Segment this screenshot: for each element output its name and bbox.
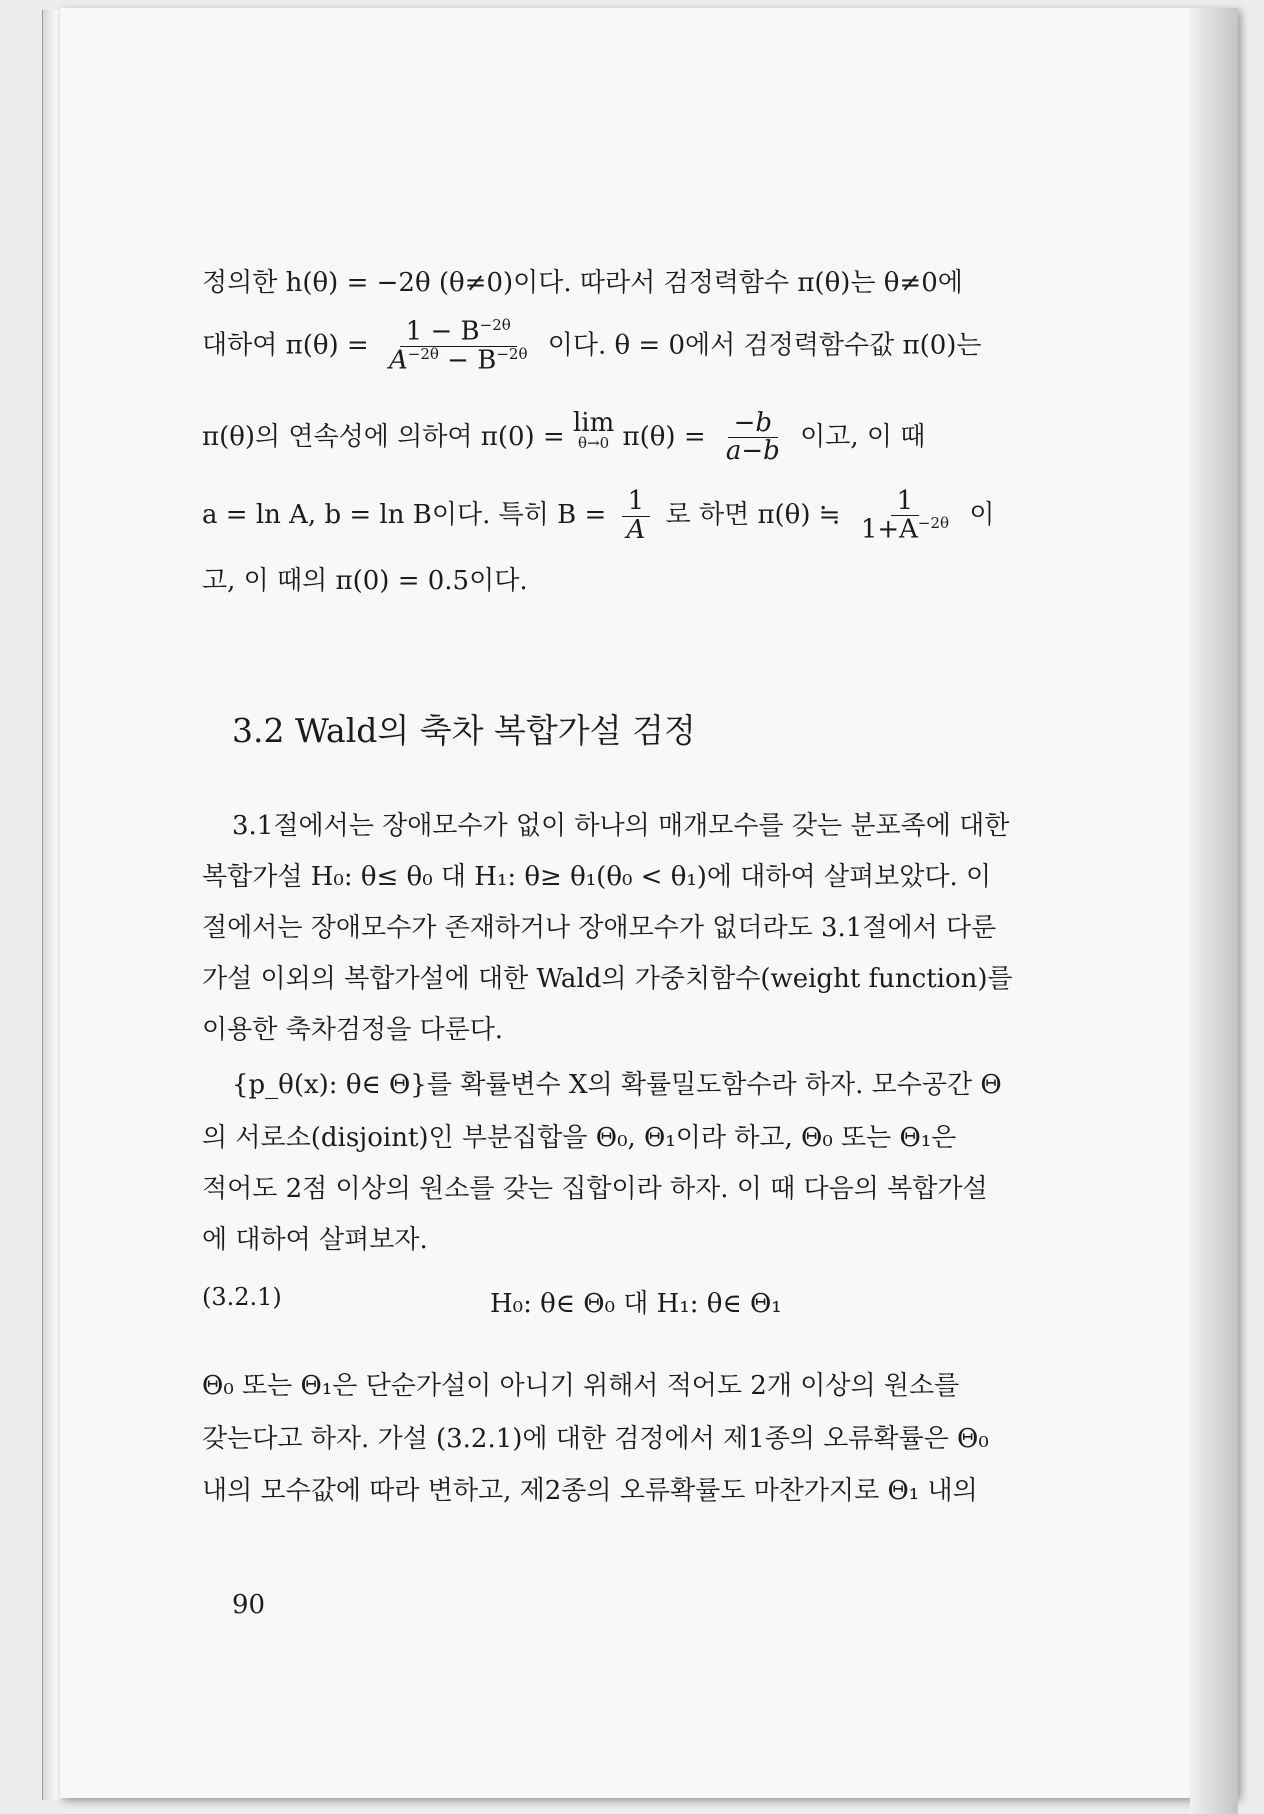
text-line-5: 고, 이 때의 π(0) = 0.5이다. (202, 566, 528, 596)
fraction-approx-power: $\frac{1}{1+A^{-2\theta}}$ (860, 486, 950, 545)
text-fragment: 대하여 π(θ) = (202, 330, 369, 361)
text-fragment: π(θ)의 연속성에 의하여 π(0) = (202, 421, 565, 452)
fraction-limit-value: $\frac{-b}{a-b}$ (725, 408, 780, 467)
text-line-1: 정의한 h(θ) = −2θ (θ≠0)이다. 따라서 검정력함수 π(θ)는 θ≠0에 (202, 268, 963, 298)
fraction-one-over-a: $\frac{1}{A}$ (621, 488, 652, 544)
equation-hypotheses: H₀: θ∈ Θ₀ 대 H₁: θ∈ Θ₁ (490, 1289, 782, 1319)
limit-operator: lim θ→0 (572, 408, 615, 452)
text-fragment: a = ln A, b = ln B이다. 특히 B = (202, 500, 607, 531)
fraction-power-function (383, 318, 534, 375)
body-line: {p_θ(x): θ∈ Θ}를 확률변수 X의 확률밀도함수라 하자. 모수공간 Θ (232, 1070, 1002, 1100)
text-line-2 (202, 318, 982, 375)
body-line: 절에서는 장애모수가 존재하거나 장애모수가 없더라도 3.1절에서 다룬 (202, 913, 997, 943)
fraction-denominator: $A^{-2\theta} - B^{-2\theta}$ (388, 344, 528, 376)
text-fragment: π(θ) = (622, 421, 706, 452)
text-line-4 (202, 488, 994, 544)
body-line: Θ₀ 또는 Θ₁은 단순가설이 아니기 위해서 적어도 2개 이상의 원소를 (202, 1371, 960, 1401)
page-fold-shadow (1190, 8, 1238, 1814)
text-fragment: 이다. θ = 0에서 검정력함수값 π(0)는 (547, 330, 982, 361)
text-fragment: 이고, 이 때 (800, 421, 926, 452)
body-line: 의 서로소(disjoint)인 부분집합을 Θ₀, Θ₁이라 하고, Θ₀ 또는 Θ₁은 (202, 1123, 957, 1153)
page-number: 90 (232, 1590, 266, 1620)
body-line: 이용한 축차검정을 다룬다. (202, 1015, 504, 1045)
equation-number: (3.2.1) (202, 1283, 282, 1311)
text-fragment: 이 (969, 500, 995, 531)
body-line: 가설 이외의 복합가설에 대한 Wald의 가중치함수(weight function)를 (202, 964, 1013, 994)
body-line: 적어도 2점 이상의 원소를 갖는 집합이라 하자. 이 때 다음의 복합가설 (202, 1174, 988, 1204)
body-line: 에 대하여 살펴보자. (202, 1225, 428, 1255)
section-heading: 3.2 Wald의 축차 복합가설 검정 (232, 711, 696, 750)
text-line-3 (202, 410, 925, 466)
body-line: 갖는다고 하자. 가설 (3.2.1)에 대한 검정에서 제1종의 오류확률은 Θ₀ (202, 1424, 989, 1454)
fraction-numerator: $1 - B^{-2\theta}$ (400, 318, 517, 347)
text-fragment: 로 하면 π(θ) ≒ (665, 500, 841, 531)
body-line: 내의 모수값에 따라 변하고, 제2종의 오류확률도 마찬가지로 Θ₁ 내의 (202, 1476, 978, 1506)
body-line: 복합가설 H₀: θ≤ θ₀ 대 H₁: θ≥ θ₁(θ₀ < θ₁)에 대하여 살펴보았다. 이 (202, 862, 992, 892)
body-line: 3.1절에서는 장애모수가 없이 하나의 매개모수를 갖는 분포족에 대한 (232, 811, 1010, 841)
